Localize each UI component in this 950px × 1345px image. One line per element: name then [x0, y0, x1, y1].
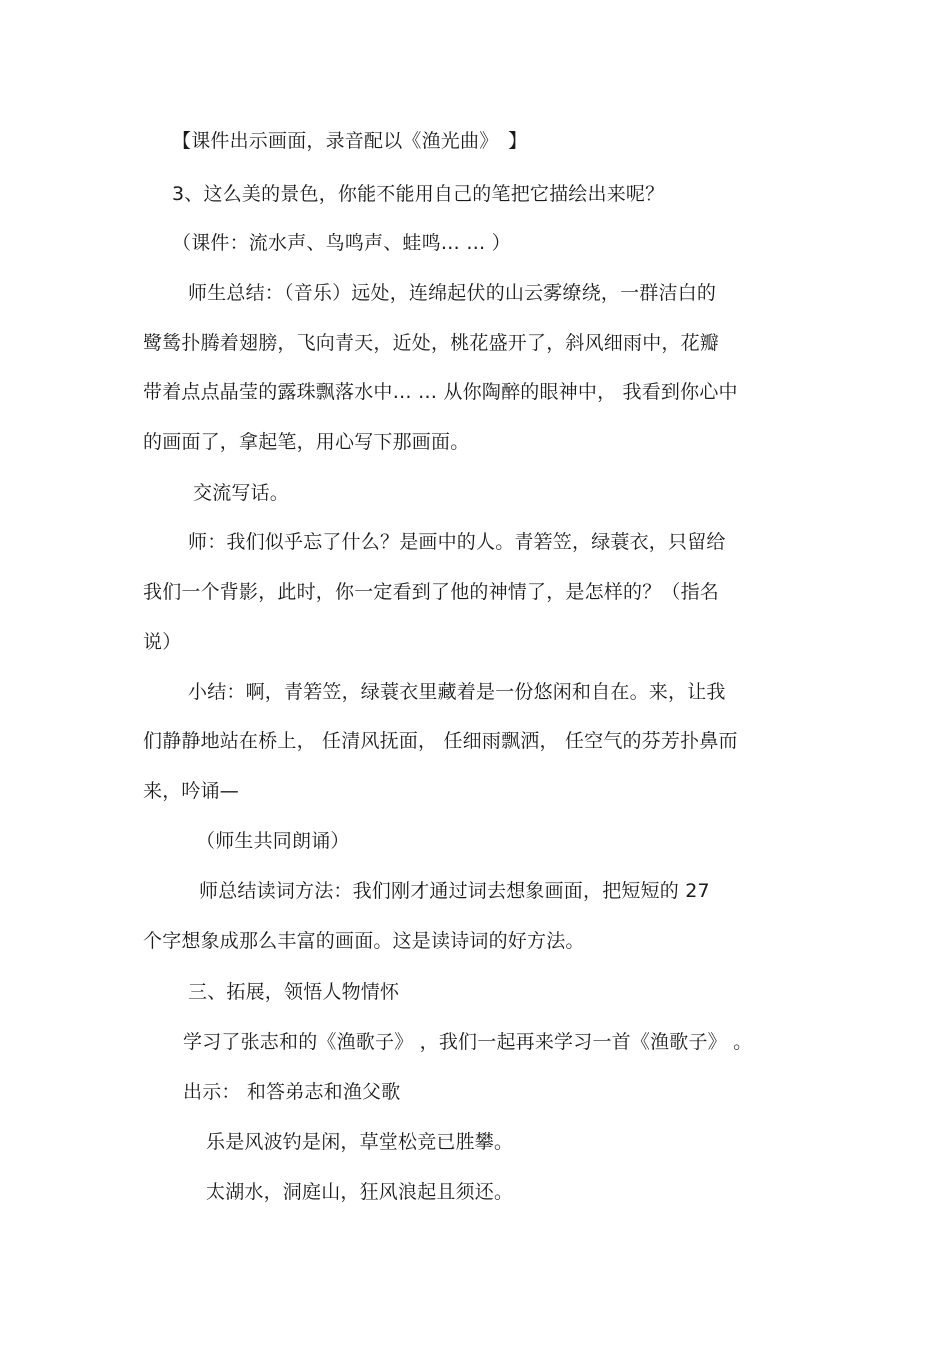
text-line: 3、这么美的景色，你能不能用自己的笔把它描绘出来呢？: [172, 183, 665, 205]
section-heading: 三、拓展，领悟人物情怀: [188, 981, 400, 1003]
poem-line: 太湖水，洞庭山，狂风浪起且须还。: [206, 1181, 514, 1203]
text-line: 小结：啊，青箬笠，绿蓑衣里藏着是一份悠闲和自在。来，让我: [188, 681, 726, 703]
text-line: （课件：流水声、鸟鸣声、蛙鸣… … ）: [172, 232, 511, 254]
text-line: 师生总结：（音乐）远处，连绵起伏的山云雾缭绕，一群洁白的: [188, 282, 717, 304]
text-line: 鹭鸶扑腾着翅膀，飞向青天，近处，桃花盛开了，斜风细雨中，花瓣: [143, 332, 720, 354]
text-line: 出示： 和答弟志和渔父歌: [183, 1081, 401, 1103]
text-line: 个字想象成那么丰富的画面。这是读诗词的好方法。: [143, 930, 585, 952]
text-line: 说）: [143, 631, 182, 653]
text-line: 们静静地站在桥上， 任清风抚面， 任细雨飘洒， 任空气的芬芳扑鼻而: [143, 730, 738, 752]
text-line: 带着点点晶莹的露珠飘落水中… … 从你陶醉的眼神中， 我看到你心中: [143, 381, 738, 403]
text-line: 学习了张志和的《渔歌子》 ，我们一起再来学习一首《渔歌子》 。: [183, 1031, 753, 1053]
text-line: （师生共同朗诵）: [196, 830, 350, 852]
text-line: 师总结读词方法：我们刚才通过词去想象画面，把短短的 27: [199, 880, 710, 902]
text-line: 来，吟诵—: [143, 780, 240, 802]
text-line: 交流写话。: [193, 482, 290, 504]
text-line: 我们一个背影，此时，你一定看到了他的神情了，是怎样的？（指名: [143, 581, 720, 603]
text-line: 的画面了，拿起笔，用心写下那画面。: [143, 431, 470, 453]
text-line: 师：我们似乎忘了什么？是画中的人。青箬笠，绿蓑衣，只留给: [188, 531, 726, 553]
text-line: 【课件出示画面，录音配以《渔光曲》 】: [172, 130, 528, 152]
poem-line: 乐是风波钓是闲，草堂松竞已胜攀。: [206, 1131, 514, 1153]
